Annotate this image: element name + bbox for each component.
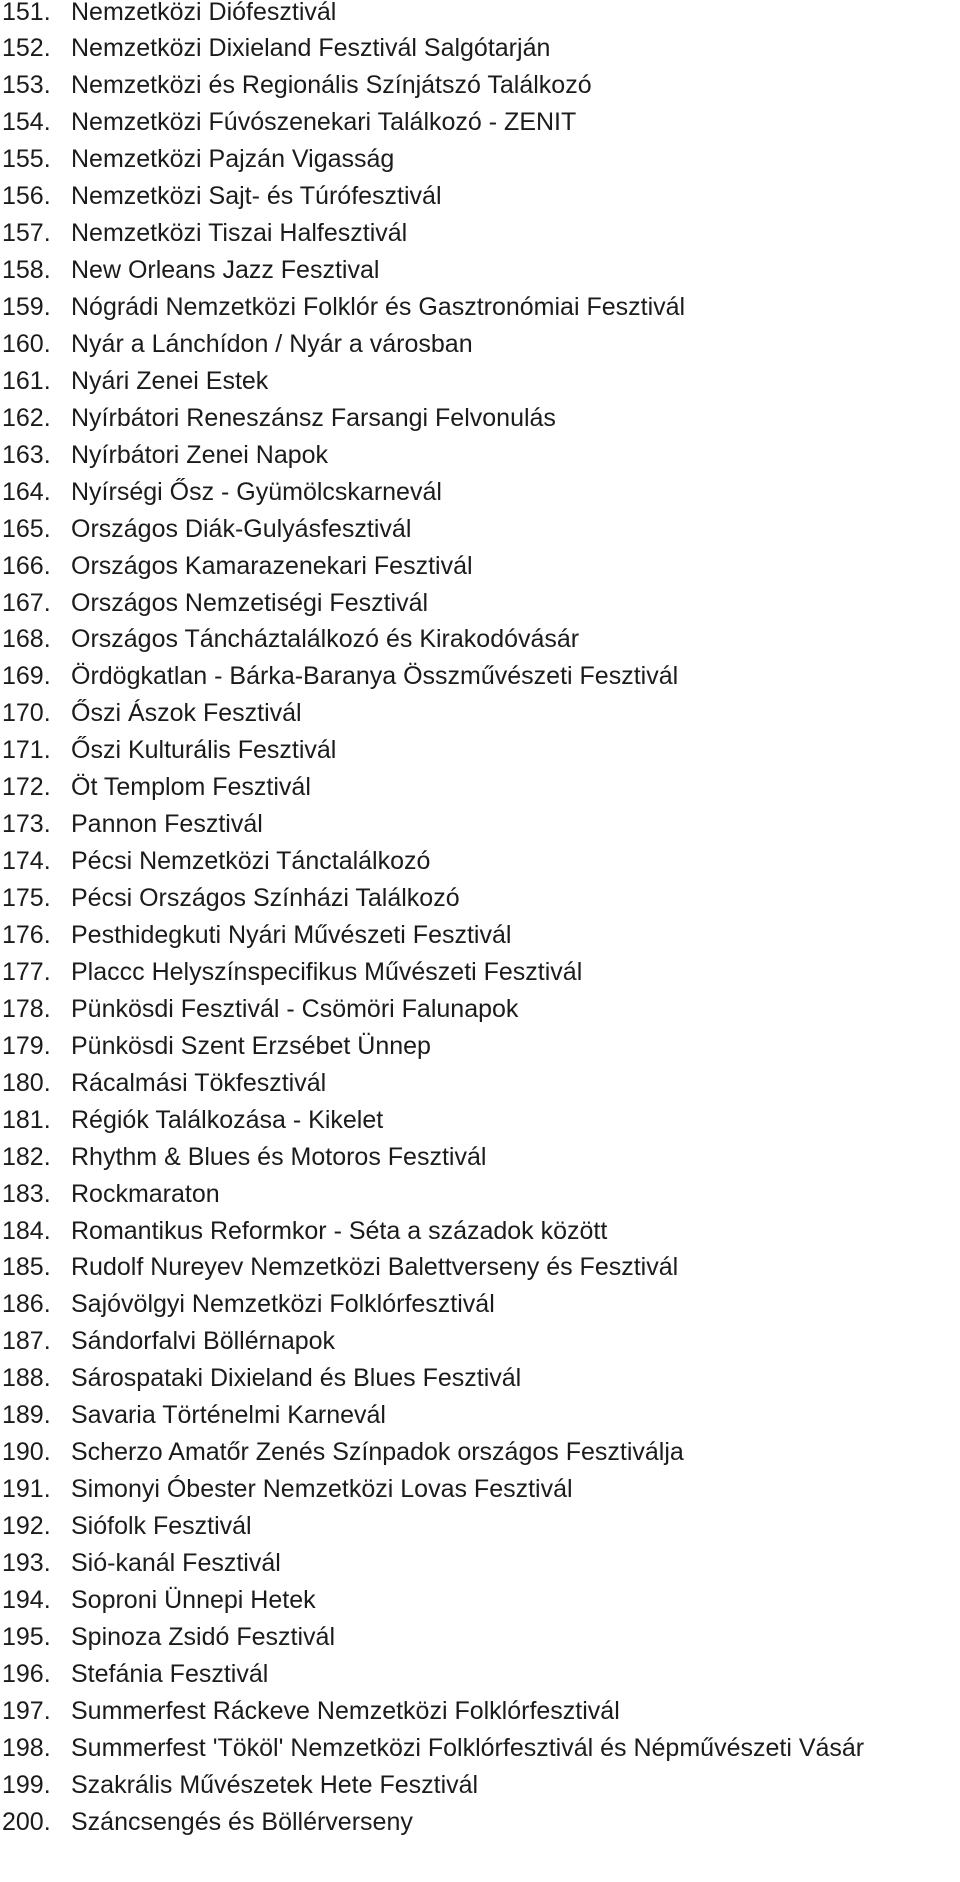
list-item — [0, 1102, 960, 1139]
list-item-number: 172. — [2, 773, 51, 802]
list-item-number: 163. — [2, 440, 51, 469]
list-item — [0, 104, 960, 141]
list-item — [0, 215, 960, 252]
list-item — [0, 437, 960, 474]
list-item-name: Romantikus Reformkor - Séta a századok között — [71, 1216, 608, 1245]
list-item-number: 195. — [2, 1622, 51, 1651]
list-item-name: Nemzetközi Pajzán Vigasság — [71, 145, 395, 174]
list-item-number: 153. — [2, 71, 51, 100]
list-item — [0, 1508, 960, 1545]
list-item-name: Szakrális Művészetek Hete Fesztivál — [71, 1770, 479, 1799]
list-item-number: 190. — [2, 1438, 51, 1467]
list-item — [0, 1730, 960, 1767]
list-item-number: 159. — [2, 293, 51, 322]
list-item — [0, 1397, 960, 1434]
list-item-number: 175. — [2, 884, 51, 913]
list-item — [0, 548, 960, 585]
list-item-number: 154. — [2, 108, 51, 137]
list-item-number: 197. — [2, 1696, 51, 1725]
list-item-name: Pécsi Nemzetközi Tánctalálkozó — [71, 847, 431, 876]
list-item-name: Spinoza Zsidó Fesztivál — [71, 1622, 336, 1651]
list-item-number: 178. — [2, 994, 51, 1023]
list-item-name: Nyár a Lánchídon / Nyár a városban — [71, 329, 473, 358]
list-item-name: Siófolk Fesztivál — [71, 1512, 252, 1541]
list-item-name: Sió-kanál Fesztivál — [71, 1548, 281, 1577]
list-item-name: Nemzetközi Fúvószenekari Találkozó - ZENIT — [71, 108, 577, 137]
list-item-number: 196. — [2, 1659, 51, 1688]
list-item-number: 173. — [2, 810, 51, 839]
list-item-number: 179. — [2, 1031, 51, 1060]
list-item — [0, 991, 960, 1028]
list-item-number: 188. — [2, 1364, 51, 1393]
list-item-name: Scherzo Amatőr Zenés Színpadok országos Fesztiválja — [71, 1438, 684, 1467]
list-item-name: Nyírbátori Zenei Napok — [71, 440, 329, 469]
list-item-number: 158. — [2, 256, 51, 285]
list-item — [0, 917, 960, 954]
list-item — [0, 880, 960, 917]
list-item — [0, 695, 960, 732]
list-item-name: Országos Diák-Gulyásfesztivál — [71, 514, 412, 543]
list-item-name: Nemzetközi Diófesztivál — [71, 0, 337, 26]
list-item-number: 155. — [2, 145, 51, 174]
list-item-name: Országos Táncháztalálkozó és Kirakodóvásár — [71, 625, 580, 654]
list-item-name: Simonyi Óbester Nemzetközi Lovas Fesztivál — [71, 1475, 573, 1504]
list-item — [0, 732, 960, 769]
list-item — [0, 1249, 960, 1286]
list-item-number: 194. — [2, 1585, 51, 1614]
list-item-name: Öt Templom Fesztivál — [71, 773, 311, 802]
list-item-number: 183. — [2, 1179, 51, 1208]
list-item-number: 165. — [2, 514, 51, 543]
list-item-name: Savaria Történelmi Karnevál — [71, 1401, 386, 1430]
list-item — [0, 178, 960, 215]
list-item — [0, 1619, 960, 1656]
list-item-number: 166. — [2, 551, 51, 580]
list-item-name: Pünkösdi Fesztivál - Csömöri Falunapok — [71, 994, 519, 1023]
list-item — [0, 1323, 960, 1360]
list-item-number: 174. — [2, 847, 51, 876]
list-item-name: Pannon Fesztivál — [71, 810, 263, 839]
list-item-name: Nemzetközi Tiszai Halfesztivál — [71, 219, 408, 248]
list-item-name: Rhythm & Blues és Motoros Fesztivál — [71, 1142, 487, 1171]
list-item-number: 189. — [2, 1401, 51, 1430]
list-item — [0, 363, 960, 400]
list-item — [0, 1434, 960, 1471]
list-item-name: Rácalmási Tökfesztivál — [71, 1068, 327, 1097]
list-item — [0, 30, 960, 67]
list-item — [0, 289, 960, 326]
list-item — [0, 1804, 960, 1841]
list-item — [0, 1176, 960, 1213]
list-item — [0, 1286, 960, 1323]
list-item — [0, 658, 960, 695]
list-item-name: Pesthidegkuti Nyári Művészeti Fesztivál — [71, 921, 512, 949]
list-item-name: Soproni Ünnepi Hetek — [71, 1585, 316, 1614]
list-item-number: 182. — [2, 1142, 51, 1171]
list-item-number: 168. — [2, 625, 51, 654]
list-item-name: Pünkösdi Szent Erzsébet Ünnep — [71, 1031, 431, 1060]
list-item-number: 191. — [2, 1475, 51, 1504]
list-item — [0, 954, 960, 991]
list-item — [0, 1139, 960, 1176]
list-item-number: 169. — [2, 662, 51, 691]
list-item-number: 177. — [2, 957, 51, 986]
list-item — [0, 1028, 960, 1065]
list-item — [0, 1471, 960, 1508]
list-item-number: 162. — [2, 403, 51, 432]
list-item-name: Nyári Zenei Estek — [71, 366, 269, 395]
list-item-name: Régiók Találkozása - Kikelet — [71, 1105, 384, 1134]
list-item-number: 200. — [2, 1807, 51, 1836]
list-item — [0, 326, 960, 363]
list-item — [0, 621, 960, 658]
list-item — [0, 1582, 960, 1619]
list-item-number: 156. — [2, 182, 51, 211]
list-item-name: Nógrádi Nemzetközi Folklór és Gasztronómiai Fesztivál — [71, 293, 686, 322]
list-item — [0, 511, 960, 548]
list-item-name: New Orleans Jazz Fesztival — [71, 256, 380, 285]
list-item — [0, 0, 960, 31]
list-item — [0, 141, 960, 178]
list-item-name: Őszi Kulturális Fesztivál — [71, 736, 337, 765]
list-item-number: 186. — [2, 1290, 51, 1319]
list-item-number: 160. — [2, 329, 51, 358]
list-item-name: Nyírségi Ősz - Gyümölcskarnevál — [71, 477, 442, 506]
list-item — [0, 843, 960, 880]
list-item — [0, 1545, 960, 1582]
list-item-name: Rockmaraton — [71, 1179, 220, 1208]
list-item-name: Száncsengés és Böllérverseny — [71, 1807, 413, 1836]
list-item — [0, 806, 960, 843]
list-item-number: 164. — [2, 477, 51, 506]
list-item-number: 161. — [2, 366, 51, 395]
list-item-number: 187. — [2, 1327, 51, 1356]
list-item-number: 199. — [2, 1770, 51, 1799]
list-item-number: 193. — [2, 1548, 51, 1577]
list-item-name: Sajóvölgyi Nemzetközi Folklórfesztivál — [71, 1290, 495, 1319]
list-item-number: 152. — [2, 34, 51, 63]
list-item-name: Nemzetközi Sajt- és Túrófesztivál — [71, 182, 442, 211]
list-item — [0, 474, 960, 511]
list-item-name: Őszi Ászok Fesztivál — [71, 699, 302, 728]
list-item-number: 167. — [2, 588, 51, 617]
list-item-name: Sárospataki Dixieland és Blues Fesztivál — [71, 1364, 522, 1393]
list-item-name: Országos Nemzetiségi Fesztivál — [71, 588, 429, 617]
list-item-number: 171. — [2, 736, 51, 765]
list-item — [0, 400, 960, 437]
list-item — [0, 769, 960, 806]
list-item-name: Nemzetközi és Regionális Színjátszó Találkozó — [71, 71, 592, 100]
list-item-name: Summerfest Ráckeve Nemzetközi Folklórfesztivál — [71, 1696, 620, 1725]
list-item-number: 157. — [2, 219, 51, 248]
list-item-number: 184. — [2, 1216, 51, 1245]
list-item-number: 185. — [2, 1253, 51, 1282]
list-item-number: 170. — [2, 699, 51, 728]
list-item-number: 180. — [2, 1068, 51, 1097]
list-item-number: 192. — [2, 1512, 51, 1541]
list-item-name: Summerfest 'Tököl' Nemzetközi Folklórfesztivál és Népművészeti Vásár — [71, 1733, 865, 1762]
list-item-name: Nemzetközi Dixieland Fesztivál Salgótarján — [71, 34, 551, 63]
list-item-name: Placcc Helyszínspecifikus Művészeti Fesztivál — [71, 957, 583, 986]
list-item — [0, 67, 960, 104]
list-item-name: Stefánia Fesztivál — [71, 1659, 269, 1688]
list-item — [0, 1360, 960, 1397]
list-item-name: Sándorfalvi Böllérnapok — [71, 1327, 336, 1356]
list-item — [0, 1213, 960, 1250]
list-item-number: 181. — [2, 1105, 51, 1134]
list-item-name: Rudolf Nureyev Nemzetközi Balettverseny és Fesztivál — [71, 1253, 679, 1282]
list-item-number: 198. — [2, 1733, 51, 1762]
list-item-name: Pécsi Országos Színházi Találkozó — [71, 884, 460, 913]
list-item-number: 176. — [2, 921, 51, 949]
list-item — [0, 1693, 960, 1730]
list-item — [0, 585, 960, 622]
list-item — [0, 1767, 960, 1804]
list-item — [0, 1656, 960, 1693]
list-item-name: Ördögkatlan - Bárka-Baranya Összművészeti Fesztivál — [71, 662, 679, 691]
list-item — [0, 252, 960, 289]
list-item-number: 151. — [2, 0, 51, 26]
list-item — [0, 1065, 960, 1102]
list-item-name: Országos Kamarazenekari Fesztivál — [71, 551, 473, 580]
list-item-name: Nyírbátori Reneszánsz Farsangi Felvonulás — [71, 403, 556, 432]
